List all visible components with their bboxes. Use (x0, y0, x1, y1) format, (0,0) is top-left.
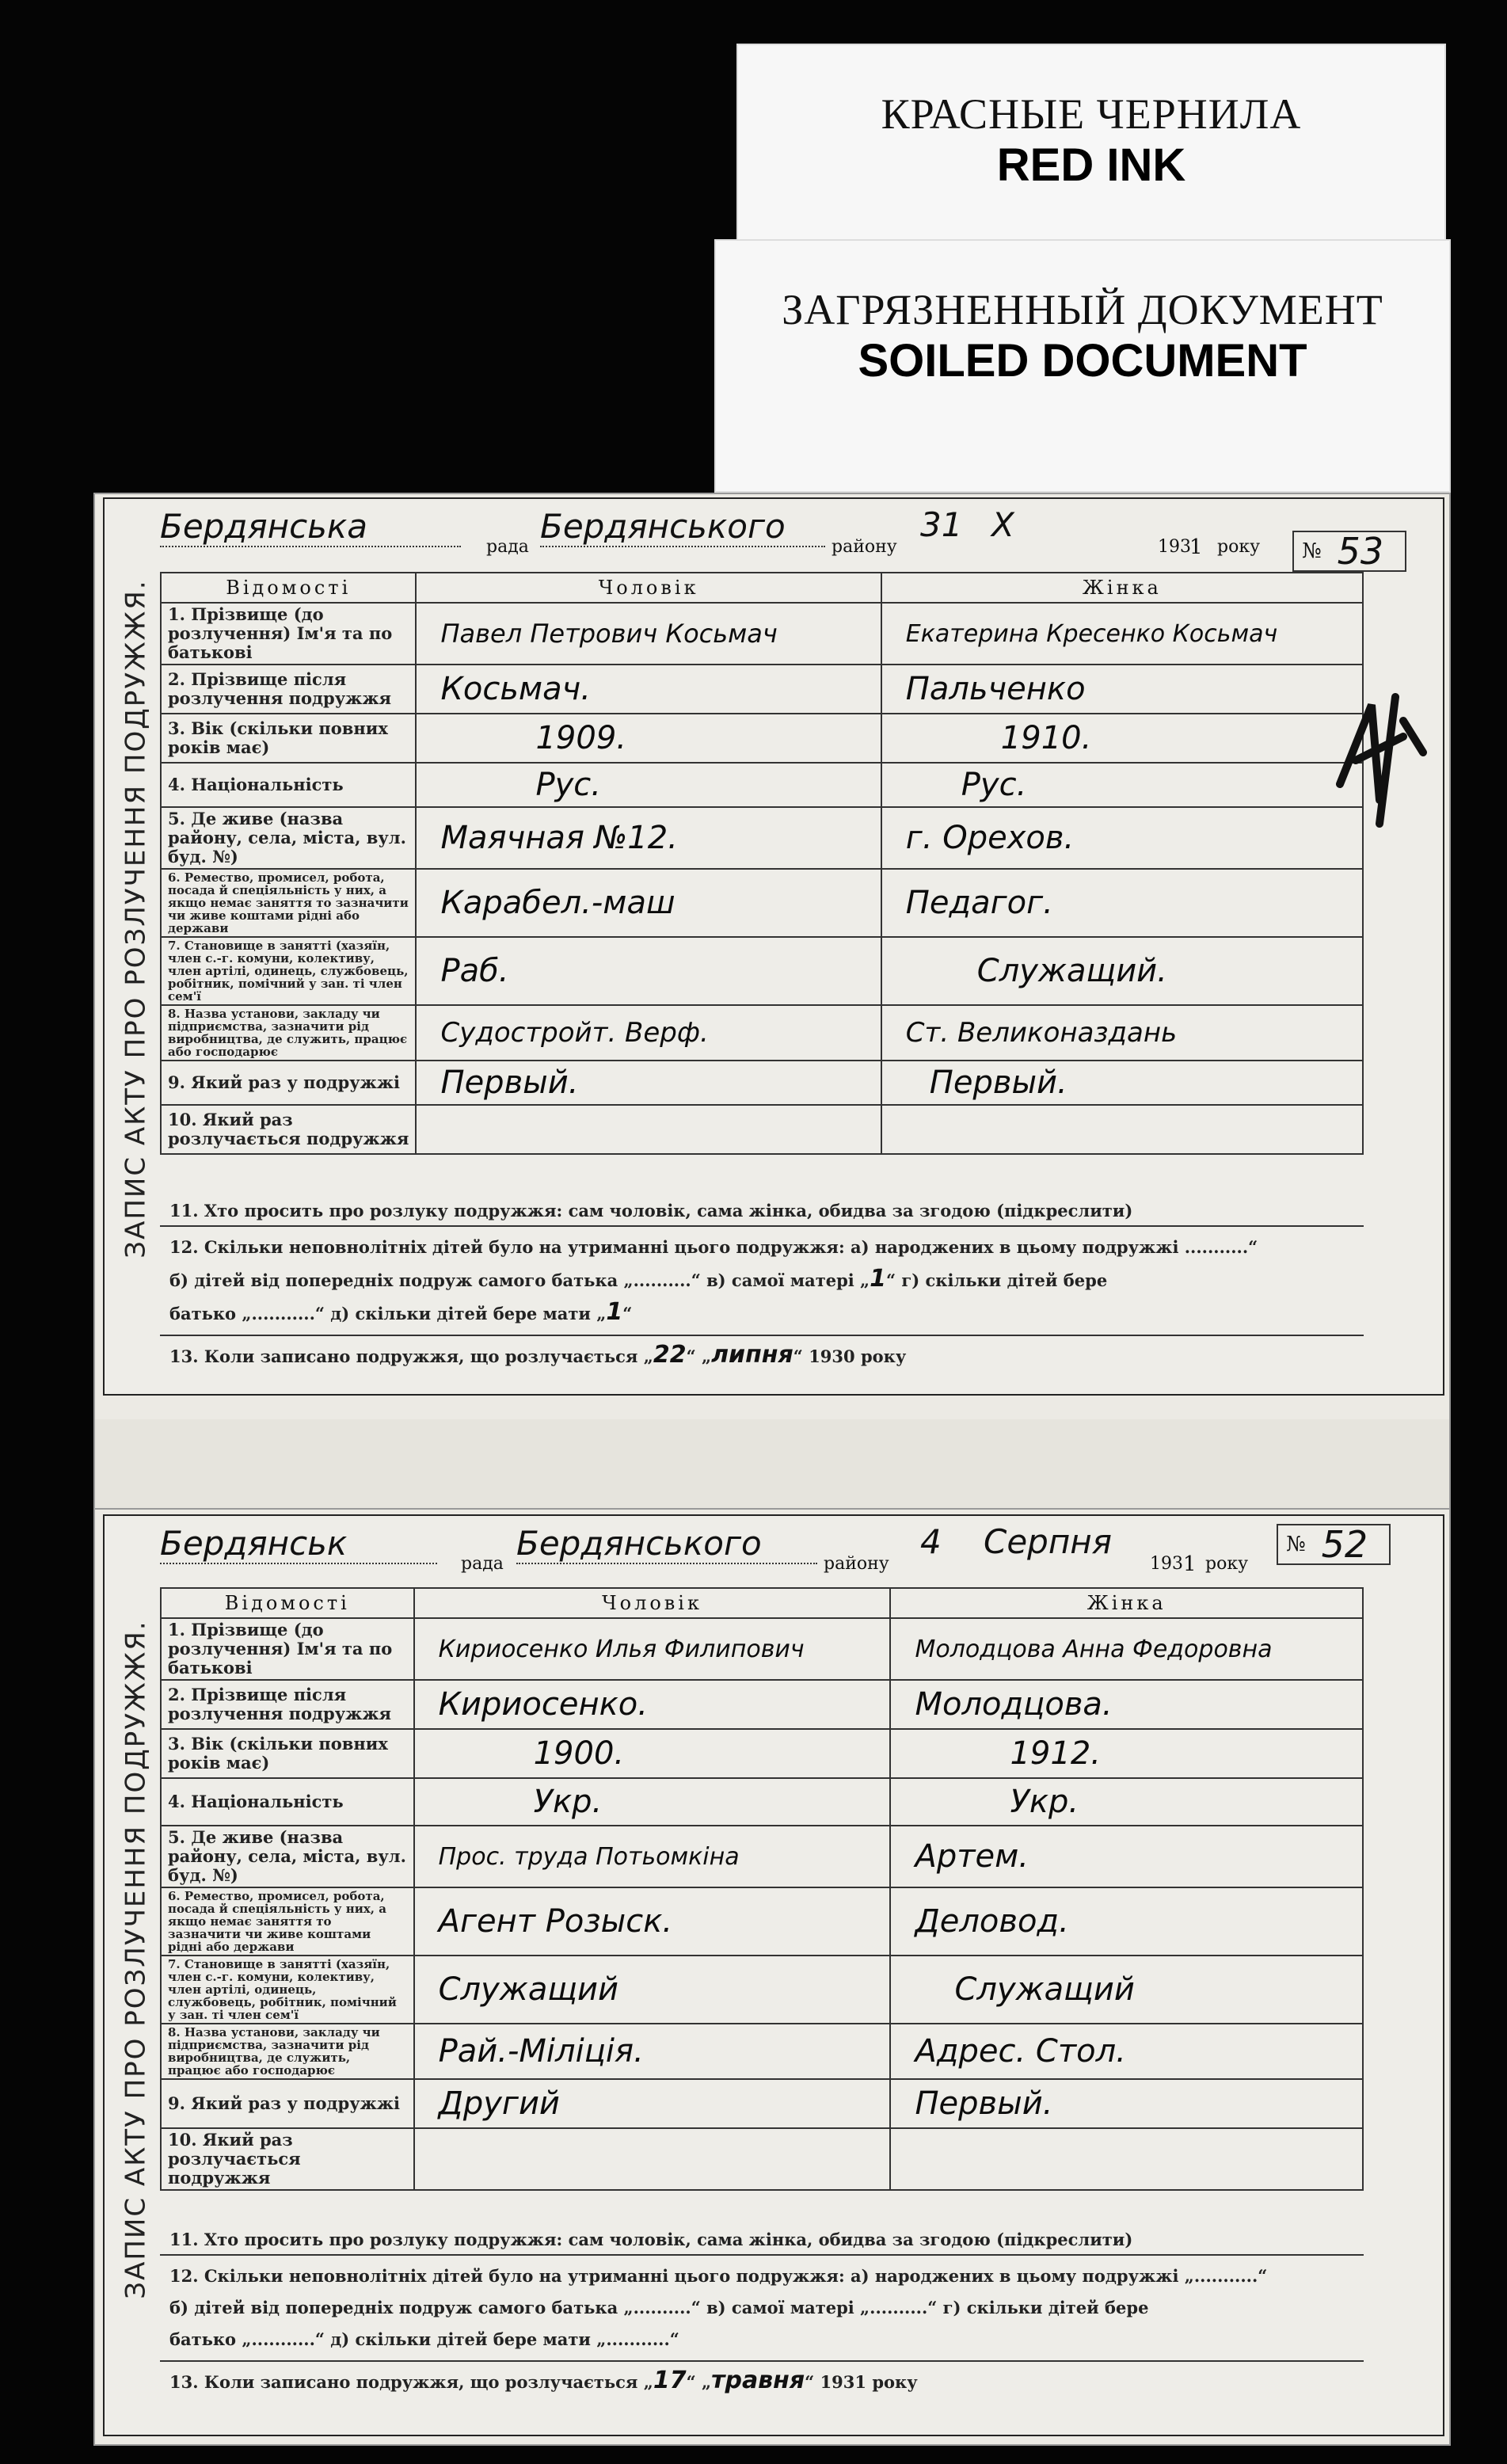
col-header-info: Відомості (161, 573, 416, 603)
woman-marriage-count: Первый. (881, 1061, 1363, 1105)
soiled-label-en: SOILED DOCUMENT (858, 335, 1307, 387)
raion-name: Бердянського (516, 1524, 817, 1564)
question-2: 2. Прізвище після розлучення подружжя (161, 1680, 414, 1729)
question-6: 6. Ремество, промисел, робота, посада й спеціяльність у них, а якщо немає заняття то зазначити чи живе коштами рідні або держави (161, 1887, 414, 1956)
man-occupation: Агент Розыск. (414, 1887, 891, 1956)
woman-age: 1910. (881, 714, 1363, 763)
raion-word: району (832, 537, 897, 557)
woman-nationality: Рус. (881, 763, 1363, 807)
question-7: 7. Становище в занятті (хазяїн, член с.-г. комуни, колективу, член артілі, одинець, службовець, робітник, помічний у зан. ті член сем'ї (161, 1956, 414, 2024)
woman-occupation: Педагог. (881, 869, 1363, 937)
man-divorce-count (416, 1105, 881, 1154)
question-2: 2. Прізвище після розлучення подружжя (161, 665, 416, 714)
question-12c: в) самої матері (706, 1270, 854, 1290)
col-header-woman: Жінка (881, 573, 1363, 603)
question-1: 1. Прізвище (до розлучення) Ім'я та по батькові (161, 603, 416, 665)
man-address: Маячная №12. (416, 807, 881, 869)
year-prefix: 193 (1158, 537, 1191, 557)
col-header-man: Чоловік (414, 1588, 891, 1618)
rada-word: рада (461, 1554, 504, 1574)
q12-mother-value: 1 (870, 1265, 887, 1293)
question-11: 11. Хто просить про розлуку подружжя: сам чоловік, сама жінка, обидва за згодою (підкреслити) (160, 1196, 1364, 1227)
woman-age: 1912. (890, 1729, 1363, 1778)
rada-name: Бердянськ (160, 1524, 437, 1564)
red-ink-label-en: RED INK (996, 139, 1186, 191)
man-age: 1900. (414, 1729, 891, 1778)
year-digit: 1 (1183, 1552, 1197, 1576)
question-12c: в) самої матері (706, 2298, 854, 2317)
record-header (160, 505, 1427, 561)
record-day: 4 (920, 1522, 942, 1561)
record-table (160, 572, 1364, 1155)
woman-surname-after: Молодцова. (890, 1680, 1363, 1729)
record-number-box (1277, 1524, 1391, 1565)
woman-workplace: Адрес. Стол. (890, 2024, 1363, 2079)
red-ink-label-ru: КРАСНЫЕ ЧЕРНИЛА (881, 90, 1302, 138)
man-marriage-count: Другий (414, 2079, 891, 2128)
red-ink-label (736, 44, 1446, 243)
question-1: 1. Прізвище (до розлучення) Ім'я та по батькові (161, 1618, 414, 1680)
man-position: Служащий (414, 1956, 891, 2024)
question-5: 5. Де живе (назва району, села, міста, вул. буд. №) (161, 807, 416, 869)
raion-word: району (824, 1554, 889, 1574)
question-12e: батько (169, 1304, 237, 1323)
man-name: Кириосенко Илья Филипович (414, 1618, 891, 1680)
question-9: 9. Який раз у подружжі (161, 1061, 416, 1105)
q13-year-digit: 0 (843, 1346, 855, 1366)
question-12: 12. Скільки неповнолітніх дітей було на утриманні цього подружжя: а) народжених в цьому подружжі ...........“ б) дітей від попередніх подруж самого батька „..........“ в) самої матері „1“ г) скільки дітей бере батько „...........“ д) скільки дітей бере мати „1“ (160, 1227, 1364, 1336)
question-9: 9. Який раз у подружжі (161, 2079, 414, 2128)
record-number-box (1292, 531, 1406, 572)
question-12b: б) дітей від попередніх подруж самого батька (169, 1270, 618, 1290)
question-8: 8. Назва установи, закладу чи підприємства, зазначити рід виробництва, де служить, працює або господарює (161, 2024, 414, 2079)
q13-day: 17 (653, 2367, 687, 2394)
man-age: 1909. (416, 714, 881, 763)
man-surname-after: Косьмач. (416, 665, 881, 714)
roku-word: року (1205, 1554, 1249, 1574)
number-sign: № (1286, 1533, 1306, 1556)
question-3: 3. Вік (скільки повних років має) (161, 714, 416, 763)
man-nationality: Рус. (416, 763, 881, 807)
divorce-record-2 (103, 1514, 1444, 2436)
man-nationality: Укр. (414, 1778, 891, 1826)
question-12a: 12. Скільки неповнолітніх дітей було на утриманні цього подружжя: а) народжених в цьому подружжі (169, 2266, 1179, 2286)
question-4: 4. Національність (161, 1778, 414, 1826)
man-workplace: Судостройт. Верф. (416, 1005, 881, 1061)
soiled-document-label (714, 239, 1451, 493)
man-surname-after: Кириосенко. (414, 1680, 891, 1729)
q13-month: липня (711, 1341, 793, 1369)
raion-name: Бердянського (540, 507, 825, 547)
woman-name: Молодцова Анна Федоровна (890, 1618, 1363, 1680)
woman-address: Артем. (890, 1826, 1363, 1887)
woman-workplace: Ст. Великоназдань (881, 1005, 1363, 1061)
question-12: 12. Скільки неповнолітніх дітей було на утриманні цього подружжя: а) народжених в цьому подружжі „...........“ б) дітей від попередніх подруж самого батька „..........“ в) самої матері „..........“ г) скільки дітей бере батько „...........“ д) скільки дітей бере мати „...........“ (160, 2256, 1364, 2362)
page-fold (93, 1419, 1451, 1508)
question-10: 10. Який раз розлучається подружжя (161, 1105, 416, 1154)
question-10: 10. Який раз розлучається подружжя (161, 2128, 414, 2190)
record-number: 52 (1321, 1523, 1368, 1566)
question-11: 11. Хто просить про розлуку подружжя: сам чоловік, сама жінка, обидва за згодою (підкреслити) (160, 2225, 1364, 2256)
year-digit: 1 (1189, 535, 1203, 559)
q12-mother-takes-value: 1 (606, 1298, 623, 1326)
question-12b: б) дітей від попередніх подруж самого батька (169, 2298, 618, 2317)
number-sign: № (1302, 539, 1322, 563)
record-header (160, 1522, 1427, 1578)
col-header-woman: Жінка (890, 1588, 1363, 1618)
record-footer (160, 2225, 1364, 2399)
col-header-man: Чоловік (416, 573, 881, 603)
q13-year-digit: 1 (854, 2372, 867, 2392)
record-number: 53 (1337, 530, 1384, 573)
rada-word: рада (486, 537, 529, 557)
q13-day: 22 (653, 1341, 687, 1369)
man-divorce-count (414, 2128, 891, 2190)
question-4: 4. Національність (161, 763, 416, 807)
question-12d: г) скільки дітей бере (942, 2298, 1149, 2317)
woman-name: Екатерина Кресенко Косьмач (881, 603, 1363, 665)
pencil-mark (1324, 689, 1427, 832)
question-12a: 12. Скільки неповнолітніх дітей було на утриманні цього подружжя: а) народжених в цьому подружжі (169, 1237, 1179, 1257)
record-month: Серпня (984, 1522, 1113, 1561)
question-3: 3. Вік (скільки повних років має) (161, 1729, 414, 1778)
rada-name: Бердянська (160, 507, 461, 547)
man-position: Раб. (416, 937, 881, 1005)
side-title: ЗАПИС АКТУ ПРО РОЗЛУЧЕННЯ ПОДРУЖЖЯ. (120, 1620, 152, 2299)
man-marriage-count: Первый. (416, 1061, 881, 1105)
question-5: 5. Де живе (назва району, села, міста, вул. буд. №) (161, 1826, 414, 1887)
divorce-record-1 (103, 497, 1444, 1396)
col-header-info: Відомості (161, 1588, 414, 1618)
man-name: Павел Петрович Косьмач (416, 603, 881, 665)
roku-word: року (1217, 537, 1261, 557)
record-table (160, 1587, 1364, 2191)
question-12f: д) скільки дітей бере мати (330, 2329, 591, 2349)
question-6: 6. Ремество, промисел, робота, посада й спеціяльність у них, а якщо немає заняття то зазначити чи живе коштами рідні або держави (161, 869, 416, 937)
woman-position: Служащий (890, 1956, 1363, 2024)
record-month: Х (991, 505, 1014, 544)
question-12f: д) скільки дітей бере мати (330, 1304, 591, 1323)
record-footer (160, 1196, 1364, 1373)
soiled-label-ru: ЗАГРЯЗНЕННЫЙ ДОКУМЕНТ (782, 286, 1383, 333)
year-prefix: 193 (1150, 1554, 1183, 1574)
question-7: 7. Становище в занятті (хазяїн, член с.-г. комуни, колективу, член артілі, одинець, службовець, робітник, помічний у зан. ті член сем'ї (161, 937, 416, 1005)
question-12e: батько (169, 2329, 237, 2349)
woman-marriage-count: Первый. (890, 2079, 1363, 2128)
man-occupation: Карабел.-маш (416, 869, 881, 937)
question-13: 13. Коли записано подружжя, що розлучається „17“ „травня“ 1931 року (169, 2367, 918, 2394)
woman-address: г. Орехов. (881, 807, 1363, 869)
question-13: 13. Коли записано подружжя, що розлучається „22“ „липня“ 1930 року (169, 1341, 907, 1369)
question-12d: г) скільки дітей бере (901, 1270, 1108, 1290)
q13-month: травня (711, 2367, 805, 2394)
woman-surname-after: Пальченко (881, 665, 1363, 714)
side-title: ЗАПИС АКТУ ПРО РОЗЛУЧЕННЯ ПОДРУЖЖЯ. (120, 579, 152, 1259)
question-8: 8. Назва установи, закладу чи підприємства, зазначити рід виробництва, де служить, працює або господарює (161, 1005, 416, 1061)
woman-divorce-count (890, 2128, 1363, 2190)
record-day: 31 (920, 505, 963, 544)
woman-occupation: Деловод. (890, 1887, 1363, 1956)
man-workplace: Рай.-Міліція. (414, 2024, 891, 2079)
woman-nationality: Укр. (890, 1778, 1363, 1826)
woman-position: Служащий. (881, 937, 1363, 1005)
man-address: Прос. труда Потьомкіна (414, 1826, 891, 1887)
woman-divorce-count (881, 1105, 1363, 1154)
